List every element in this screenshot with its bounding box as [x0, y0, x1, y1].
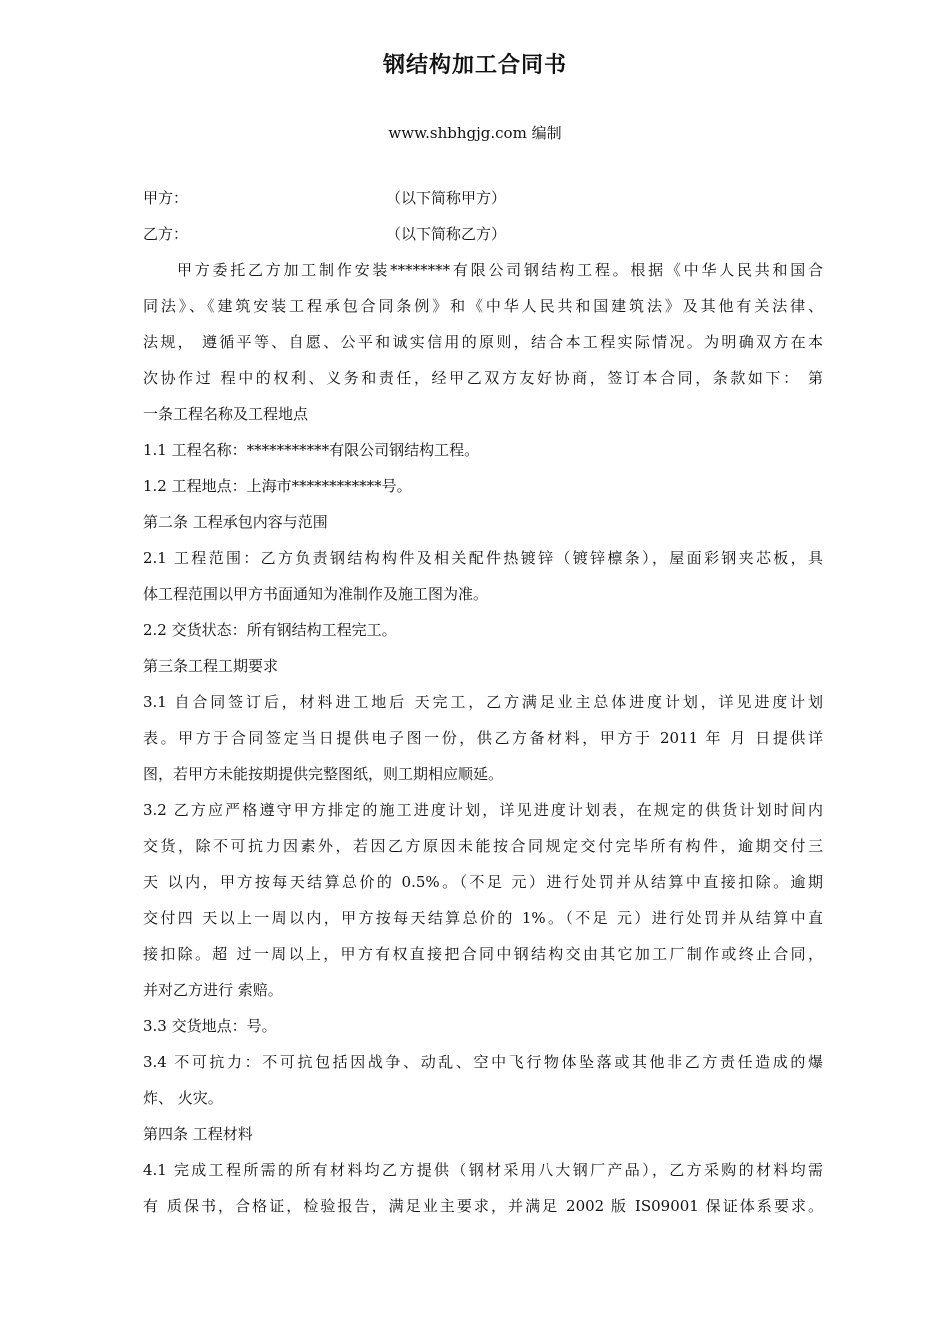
- party-a-note: （以下简称甲方）: [386, 189, 507, 207]
- text-line: 2.2 交货状态：所有钢结构工程完工。: [143, 621, 397, 639]
- text-line: 3.2 乙方应严格遵守甲方排定的施工进度计划，详见进度计划表，在规定的供货计划时间内: [143, 801, 823, 819]
- section-heading: 第三条工程工期要求: [143, 657, 279, 675]
- text-line: 同法》、《建筑安装工程承包合同条例》和《中华人民共和国建筑法》及其他有关法律、: [143, 297, 823, 315]
- section-heading: 第四条 工程材料: [143, 1125, 253, 1143]
- text-line: 图，若甲方未能按期提供完整图纸，则工期相应顺延。: [143, 765, 504, 783]
- party-b-note: （以下简称乙方）: [386, 225, 507, 243]
- text-line: 交货，除不可抗力因素外，若因乙方原因未能按合同规定交付完毕所有构件，逾期交付三: [143, 837, 823, 855]
- document-subtitle: www.shbhgjg.com 编制: [388, 124, 562, 142]
- text-line: 2.1 工程范围：乙方负责钢结构构件及相关配件热镀锌（镀锌檩条），屋面彩钢夹芯板，具: [143, 549, 823, 567]
- text-line: 表。甲方于合同签定当日提供电子图一份，供乙方备材料，甲方于 2011 年 月 日提供详: [143, 729, 823, 747]
- contract-body: [143, 180, 823, 1224]
- text-line: 法规， 遵循平等、自愿、公平和诚实信用的原则，结合本工程实际情况。为明确双方在本: [143, 333, 823, 351]
- text-line: 天 以内，甲方按每天结算总价的 0.5%。（不足 元）进行处罚并从结算中直接扣除。逾期: [143, 873, 823, 891]
- text-line: 3.3 交货地点：号。: [143, 1017, 277, 1035]
- party-a-label: 甲方：: [143, 189, 189, 207]
- text-line: 炸、 火灾。: [143, 1089, 223, 1107]
- text-line: 有 质保书，合格证，检验报告，满足业主要求，并满足 2002 版 IS09001 保证体系要求。: [143, 1197, 823, 1215]
- text-line: 次协作过 程中的权利、义务和责任，经甲乙双方友好协商，签订本合同，条款如下： 第: [143, 369, 823, 387]
- text-line: 1.1 工程名称：***********有限公司钢结构工程。: [143, 441, 480, 459]
- text-line: 3.1 自合同签订后，材料进工地后 天完工，乙方满足业主总体进度计划，详见进度计划: [143, 693, 823, 711]
- text-line: 体工程范围以甲方书面通知为准制作及施工图为准。: [143, 585, 489, 603]
- party-a-line: [143, 180, 823, 216]
- text-line: 接扣除。超 过一周以上，甲方有权直接把合同中钢结构交由其它加工厂制作或终止合同，: [143, 945, 823, 963]
- document-title: 钢结构加工合同书: [382, 53, 567, 78]
- text-line: 交付四 天以上一周以内，甲方按每天结算总价的 1%。（不足 元）进行处罚并从结算中直: [143, 909, 823, 927]
- text-line: 4.1 完成工程所需的所有材料均乙方提供（钢材采用八大钢厂产品），乙方采购的材料均需: [143, 1161, 823, 1179]
- section-heading: 一条工程名称及工程地点: [143, 405, 309, 423]
- party-b-line: [143, 216, 823, 252]
- text-line: 3.4 不可抗力：不可抗包括因战争、动乱、空中飞行物体坠落或其他非乙方责任造成的爆: [143, 1053, 823, 1071]
- text-line: 甲方委托乙方加工制作安装********有限公司钢结构工程。根据《中华人民共和国合: [177, 261, 823, 279]
- section-heading: 第二条 工程承包内容与范围: [143, 513, 328, 531]
- text-line: 并对乙方进行 索赔。: [143, 981, 283, 999]
- text-line: 1.2 工程地点：上海市************号。: [143, 477, 412, 495]
- party-b-label: 乙方：: [143, 225, 189, 243]
